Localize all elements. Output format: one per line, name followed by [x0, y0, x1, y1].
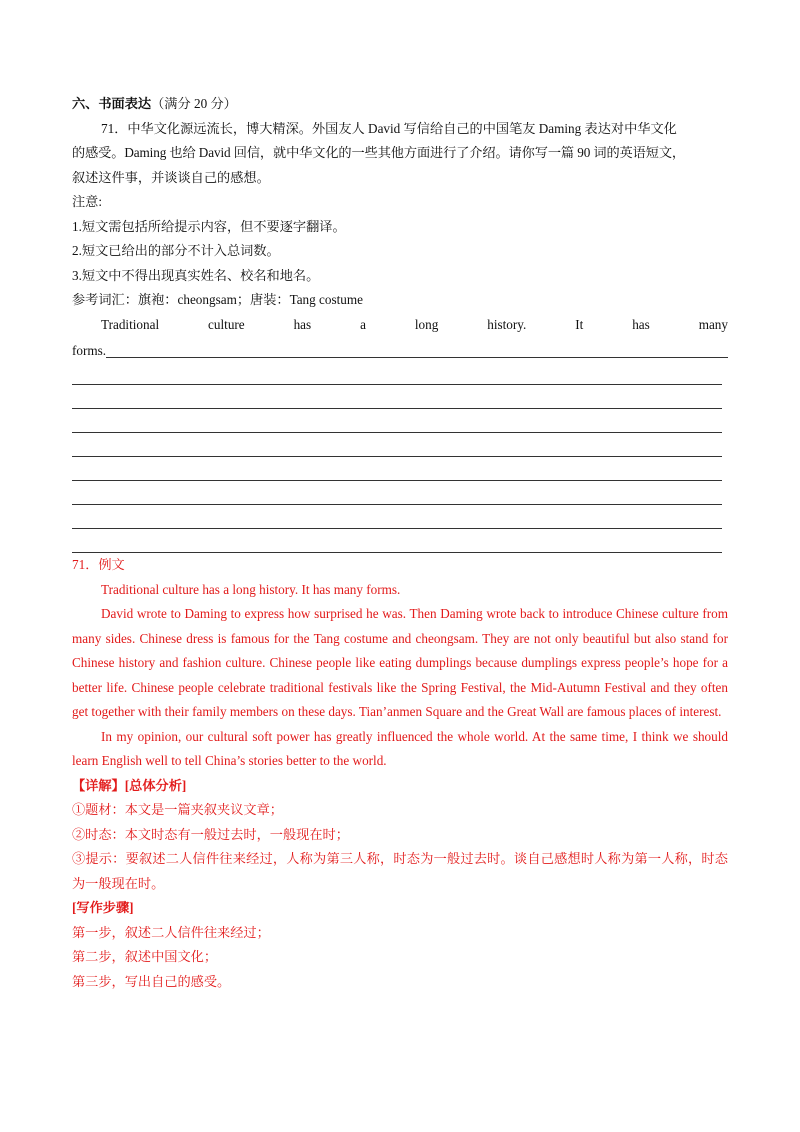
- question-line-2: 的感受。Daming 也给 David 回信，就中华文化的一些其他方面进行了介绍。请你写一篇 90 词的英语短文，: [72, 145, 685, 160]
- steps-header: [写作步骤]: [72, 900, 134, 915]
- analysis-item: ③提示：要叙述二人信件往来经过，人称为第三人称，时态为一般过去时。谈自己感想时人称为第一人称，时态为一般现在时。: [72, 851, 728, 891]
- note-item: 2.短文已给出的部分不计入总词数。: [72, 243, 280, 258]
- section-heading: [72, 92, 728, 117]
- writing-line-first[interactable]: [72, 337, 728, 361]
- note-item: 1.短文需包括所给提示内容，但不要逐字翻译。: [72, 218, 346, 234]
- step-item: 第二步，叙述中国文化；: [72, 949, 218, 964]
- writing-line-rule: [106, 338, 728, 358]
- step-item: 第三步，写出自己的感受。: [72, 973, 231, 989]
- vocab-hint: 参考词汇：旗袍：cheongsam；唐装：Tang costume: [72, 292, 363, 307]
- section-score: （满分 20 分）: [151, 96, 237, 111]
- answer-header: 71．例文: [72, 557, 125, 572]
- worksheet-page: [72, 92, 728, 994]
- analysis-item: ①题材：本文是一篇夹叙夹议文章；: [72, 802, 283, 817]
- writing-line[interactable]: [72, 529, 722, 553]
- writing-line[interactable]: [72, 361, 722, 385]
- writing-line[interactable]: [72, 481, 722, 505]
- question-line-3: 叙述这件事，并谈谈自己的感想。: [72, 169, 270, 185]
- answer-paragraph-3: In my opinion, our cultural soft power has greatly influenced the whole world. At the same time, I think we should learn English well to tell China’s stories better to the world.: [72, 728, 728, 768]
- writing-line[interactable]: [72, 457, 722, 481]
- writing-line[interactable]: [72, 409, 722, 433]
- analysis-header: 【详解】[总体分析]: [72, 777, 187, 793]
- question-line-1: 71．中华文化源远流长，博大精深。外国友人 David 写信给自己的中国笔友 Daming 表达对中华文化: [101, 120, 677, 136]
- answer-paragraph-2: David wrote to Daming to express how surprised he was. Then Daming wrote back to introduce Chinese culture from many sides. Chinese dress is famous for the Tang costume and cheongsam. They are not only beautiful but also stand for Chinese history and fashion culture. Chinese people like eating dumplings because dumplings express people’s hope for a better life. Chinese people celebrate traditional festivals like the Spring Festival, the Mid-Autumn Festival and they often get together with their family members on these days. Tian’anmen Square and the Great Wall are famous places of interest.: [72, 606, 728, 719]
- note-item: 3.短文中不得出现真实姓名、校名和地名。: [72, 267, 320, 283]
- writing-line[interactable]: [72, 505, 722, 529]
- prompt-opening: Traditional culture has a long history. It has many: [101, 316, 728, 332]
- answer-paragraph-1: Traditional culture has a long history. It has many forms.: [101, 581, 401, 597]
- section-title: 六、书面表达: [72, 96, 152, 111]
- notes-header: 注意:: [72, 194, 103, 209]
- writing-line[interactable]: [72, 385, 722, 409]
- prompt-continuation: forms.: [72, 343, 107, 358]
- writing-line[interactable]: [72, 433, 722, 457]
- analysis-item: ②时态：本文时态有一般过去时，一般现在时；: [72, 826, 349, 842]
- step-item: 第一步，叙述二人信件往来经过；: [72, 924, 270, 940]
